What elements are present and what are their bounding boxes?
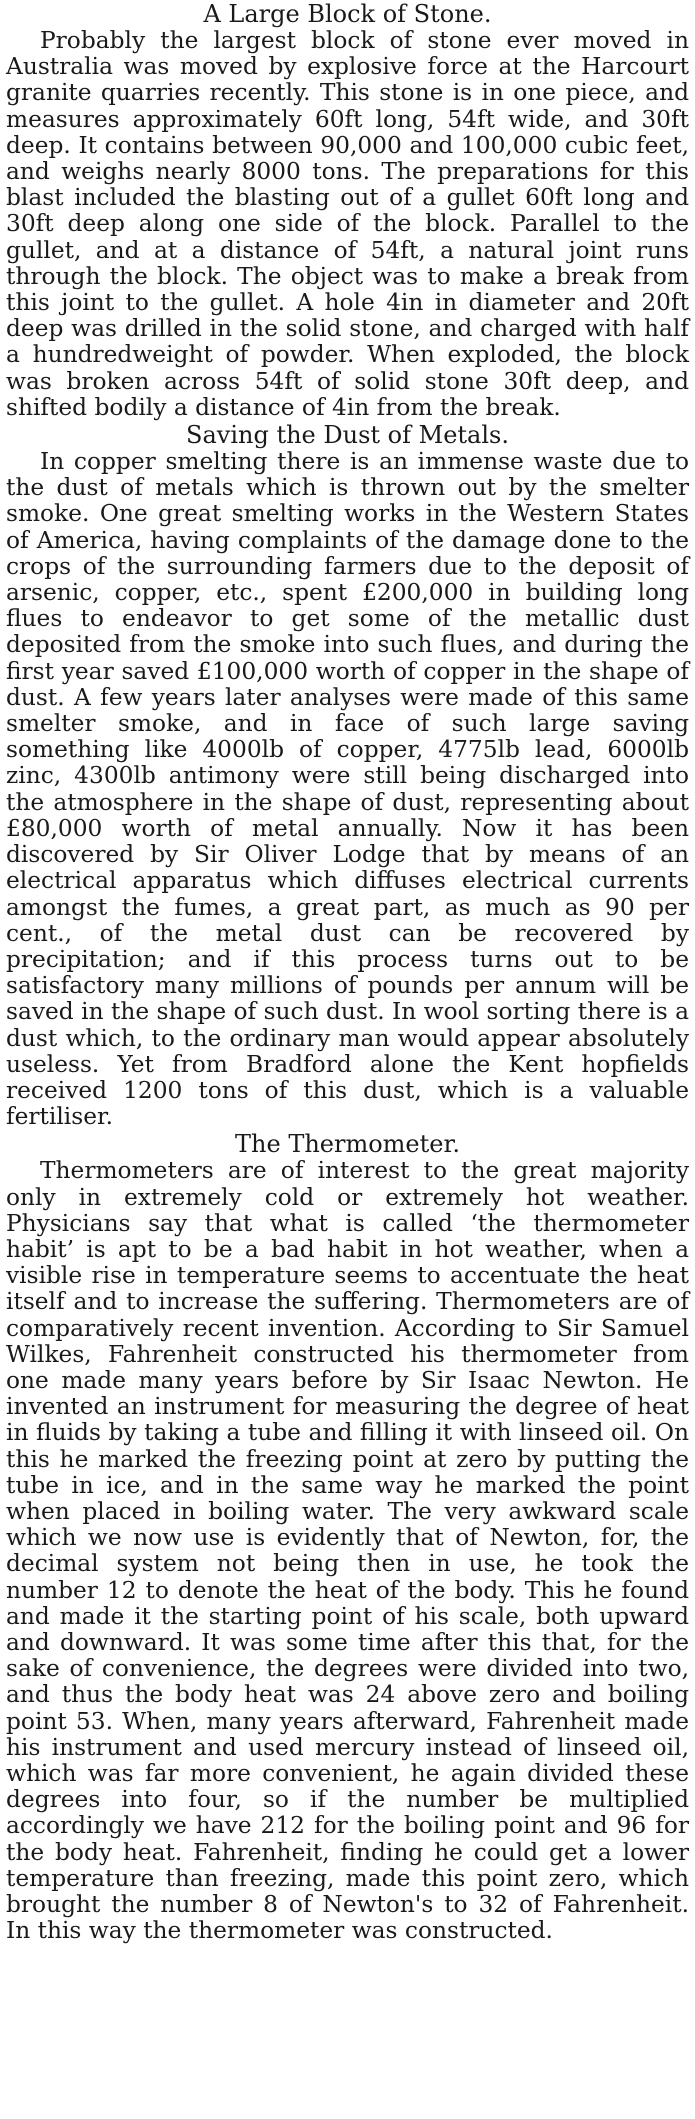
newspaper-column [6,0,689,1944]
article-title: A Large Block of Stone. [203,0,492,28]
article-large-block-of-stone [6,0,689,421]
article-saving-dust-of-metals [6,421,689,1130]
article-thermometer [6,1130,689,1944]
article-body: Probably the largest block of stone ever moved in Australia was moved by explosive force at the Harcourt granite quarries recently. This stone is in one piece, and measures approximately 60ft long, 54ft wide, and 30ft deep. It contains between 90,000 and 100,000 cubic feet, and weighs nearly 8000 tons. The preparations for this blast included the blasting out of a gullet 60ft long and 30ft deep along one side of the block. Parallel to the gullet, and at a distance of 54ft, a natural joint runs through the block. The object was to make a break from this joint to the gullet. A hole 4in in diameter and 20ft deep was drilled in the solid stone, and charged with half a hundredweight of powder. When exploded, the block was broken across 54ft of solid stone 30ft deep, and shifted bodily a distance of 4in from the break. [6,27,689,421]
article-title: The Thermometer. [235,1130,460,1159]
article-body: Thermometers are of interest to the great majority only in extremely cold or extremely hot weather. Physicians say that what is called ‘the thermometer habit’ is apt to be a bad habit in hot weather, when a visible rise in temperature seems to accentuate the heat itself and to increase the suffering. Thermometers are of comparatively recent invention. According to Sir Samuel Wilkes, Fahrenheit constructed his thermometer from one made many years before by Sir Isaac Newton. He invented an instrument for measuring the degree of heat in fluids by taking a tube and filling it with linseed oil. On this he marked the freezing point at zero by putting the tube in ice, and in the same way he marked the point when placed in boiling water. The very awkward scale which we now use is evidently that of Newton, for, the decimal system not being then in use, he took the number 12 to denote the heat of the body. This he found and made it the starting point of his scale, both upward and downward. It was some time after this that, for the sake of convenience, the degrees were divided into two, and thus the body heat was 24 above zero and boiling point 53. When, many years afterward, Fahrenheit made his instrument and used mercury instead of linseed oil, which was far more convenient, he again divided these degrees into four, so if the number be multiplied accordingly we have 212 for the boiling point and 96 for the body heat. Fahrenheit, finding he could get a lower temperature than freezing, made this point zero, which brought the number 8 of Newton's to 32 of Fahrenheit. In this way the thermometer was constructed. [6,1157,689,1945]
article-title: Saving the Dust of Metals. [186,421,509,450]
article-body: In copper smelting there is an immense waste due to the dust of metals which is thrown out by the smelter smoke. One great smelting works in the Western States of America, having complaints of the damage done to the crops of the surrounding farmers due to the deposit of arsenic, copper, etc., spent £200,000 in building long flues to endeavor to get some of the metallic dust deposited from the smoke into such flues, and during the first year saved £100,000 worth of copper in the shape of dust. A few years later analyses were made of this same smelter smoke, and in face of such large saving something like 4000lb of copper, 4775lb lead, 6000lb zinc, 4300lb antimony were still being discharged into the atmosphere in the shape of dust, representing about £80,000 worth of metal annually. Now it has been discovered by Sir Oliver Lodge that by means of an electrical apparatus which diffuses electrical currents amongst the fumes, a great part, as much as 90 per cent., of the metal dust can be recovered by precipitation; and if this process turns out to be satisfactory many millions of pounds per annum will be saved in the shape of such dust. In wool sorting there is a dust which, to the ordinary man would appear absolutely useless. Yet from Bradford alone the Kent hopfields received 1200 tons of this dust, which is a valuable fertiliser. [6,448,689,1131]
